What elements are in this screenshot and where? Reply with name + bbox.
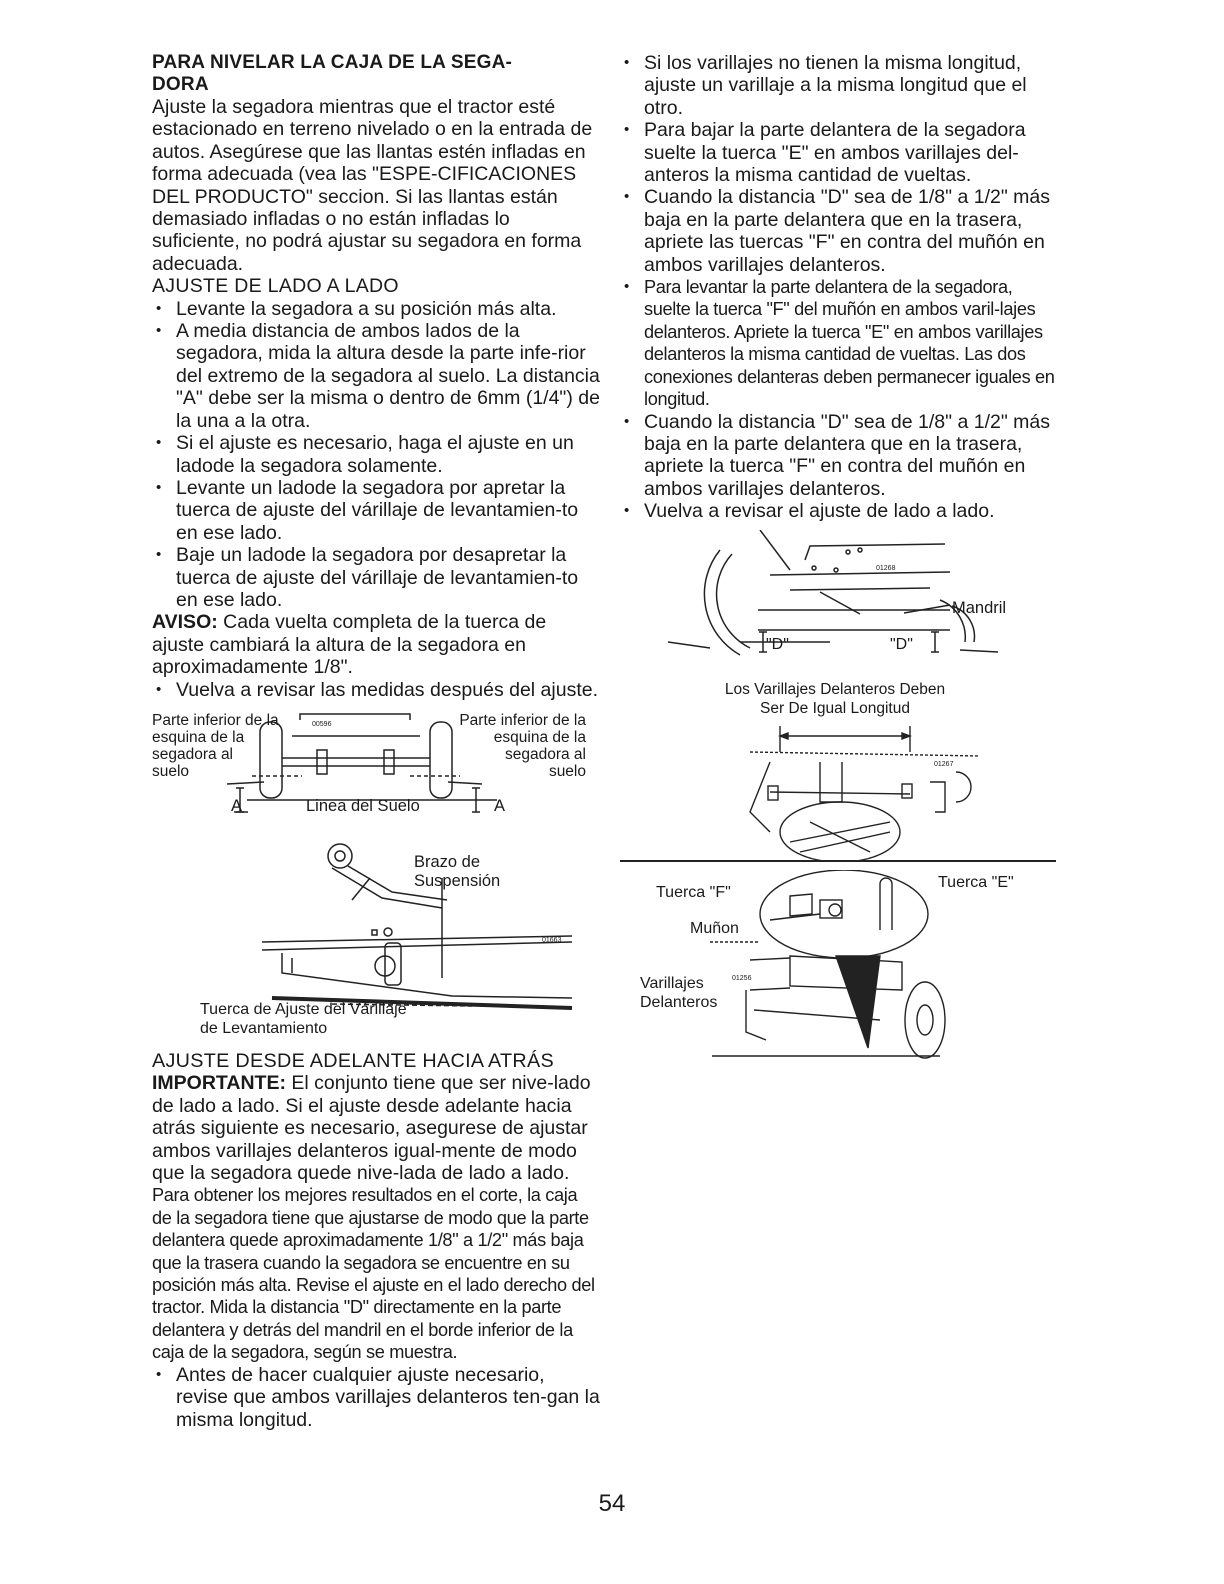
ground-line-label: Linea del Suelo (306, 797, 420, 815)
figure-side-level (152, 712, 592, 824)
list-item: • Antes de hacer cualquier ajuste necesario, revise que ambos varillajes delanteros ten-gan la misma longitud. (152, 1364, 600, 1431)
list-item: • Levante un ladode la segadora por apretar la tuerca de ajuste del várillaje de levantamien-to en ese lado. (152, 477, 600, 544)
distance-a-right: A (494, 797, 506, 815)
equal-linkages-caption: Los Varillajes Delanteros Deben Ser De Igual Longitud (724, 681, 946, 717)
final-list (152, 1364, 600, 1431)
suspension-arm-label: Brazo de Suspensión (414, 853, 501, 890)
front-back-heading: AJUSTE DESDE ADELANTE HACIA ATRÁS (152, 1050, 554, 1072)
label-bottom-left-corner: Parte inferior de la esquina de la segadora al suelo (152, 712, 279, 780)
mandril-label: Mandril (952, 599, 1007, 617)
front-back-list (620, 52, 1060, 523)
label-bottom-right-corner: Parte inferior de la esquina de la segadora al suelo (459, 712, 586, 780)
left-column-lower (152, 1050, 600, 1431)
list-item: • Vuelva a revisar las medidas después del ajuste. (152, 679, 600, 701)
linkage-illustration (690, 722, 980, 862)
figure-code: 00596 (312, 721, 332, 728)
right-column (620, 52, 1060, 523)
best-results-paragraph: Para obtener los mejores resultados en el corte, la caja de la segadora tiene que ajustarse de modo que la parte delantera quede aproximadamente 1/8" a 1/2" más baja que la trasera cuando la segadora se encuentre en su posición más alta. Revise el ajuste en el lado derecho del tractor. Mida la distancia "D" directamente en la parte delantera y detrás del mandril en el borde inferior de la caja de la segadora, según se muestra. (152, 1185, 595, 1363)
figure-divider (620, 860, 1056, 862)
importante-label: IMPORTANTE: (152, 1072, 286, 1095)
figure-code: 01256 (732, 975, 752, 982)
list-item: • Levante la segadora a su posición más alta. (152, 298, 600, 320)
list-item: • Cuando la distancia "D" sea de 1/8" a 1/2" más baja en la parte delantera que en la trasera, apriete las tuercas "F" en contra del muñón en ambos varillajes delanteros. (620, 186, 1060, 276)
intro-paragraph: Ajuste la segadora mientras que el tractor esté estacionado en terreno nivelado o en la entrada de autos. Asegúrese que las llantas estén infladas en forma adecuada (vea las "ESPE-CIFICACIONES DEL PRODUCTO" seccion. Si las llantas están demasiado infladas o no están infladas lo suficiente, no podrá ajustar su segadora en forma adecuada. (152, 96, 593, 275)
list-item: • Cuando la distancia "D" sea de 1/8" a 1/2" más baja en la parte delantera que en la trasera, apriete la tuerca "F" en contra del muñón en ambos varillajes delanteros. (620, 411, 1060, 501)
distance-d-front: "D" (766, 636, 789, 653)
list-item: • Vuelva a revisar el ajuste de lado a lado. (620, 500, 1060, 522)
front-linkages-label: Varillajes Delanteros (640, 975, 718, 1011)
side-to-side-list (152, 298, 600, 612)
section-heading-nivelar: PARA NIVELAR LA CAJA DE LA SEGA- DORA (152, 52, 513, 95)
distance-a-left: A (231, 797, 243, 815)
figure-suspension-arm (152, 838, 592, 1048)
figure-linkage-nuts (640, 870, 1050, 1060)
lift-nut-label: Tuerca de Ajuste del Várillaje de Levantamiento (200, 1001, 407, 1037)
distance-d-rear: "D" (890, 636, 913, 653)
left-column (152, 52, 600, 701)
nut-f-label: Tuerca "F" (656, 884, 731, 901)
importante-paragraph (152, 1072, 600, 1184)
page-number: 54 (598, 1490, 626, 1517)
side-to-side-heading: AJUSTE DE LADO A LADO (152, 275, 399, 298)
trunnion-label: Muñon (690, 920, 739, 937)
list-item: • Para bajar la parte delantera de la segadora suelte la tuerca "E" en ambos varillajes del-anteros la misma cantidad de vueltas. (620, 119, 1060, 186)
aviso-paragraph (152, 611, 600, 678)
after-aviso-list (152, 679, 600, 701)
nut-e-label: Tuerca "E" (938, 874, 1014, 891)
list-item: • Baje un ladode la segadora por desapretar la tuerca de ajuste del várillaje de levantamien-to en ese lado. (152, 544, 600, 611)
list-item: • A media distancia de ambos lados de la segadora, mida la altura desde la parte infe-rior del extremo de la segadora al suelo. La distancia "A" debe ser la misma o dentro de 6mm (1/4") de la una a la otra. (152, 320, 600, 432)
figure-equal-linkages (690, 680, 980, 860)
figure-code: 01268 (876, 565, 896, 572)
figure-code: 01663 (542, 937, 562, 944)
list-item: • Si el ajuste es necesario, haga el ajuste en un ladode la segadora solamente. (152, 432, 600, 477)
list-item: • Para levantar la parte delantera de la segadora, suelte la tuerca "F" del muñón en ambos varil-lajes delanteros. Apriete la tuerca "E" en ambos varillajes delanteros la misma cantidad de vueltas. Las dos conexiones delanteras deben permanecer iguales en longitud. (620, 276, 1060, 410)
aviso-label: AVISO: (152, 611, 218, 634)
aviso-text: Cada vuelta completa de la tuerca de ajuste cambiará la altura de la segadora en aproximadamente 1/8". (152, 611, 547, 679)
list-item: • Si los varillajes no tienen la misma longitud, ajuste un varillaje a la misma longitud que el otro. (620, 52, 1060, 119)
figure-code: 01267 (934, 761, 954, 768)
figure-mandril-distance (650, 530, 1010, 670)
importante-text: El conjunto tiene que ser nive-lado de lado a lado. Si el ajuste desde adelante hacia atrás siguiente es necesario, asegurese de ajustar ambos varillajes delanteros igual-mente de modo que la segadora quede nive-lada de lado a lado. (152, 1072, 591, 1185)
